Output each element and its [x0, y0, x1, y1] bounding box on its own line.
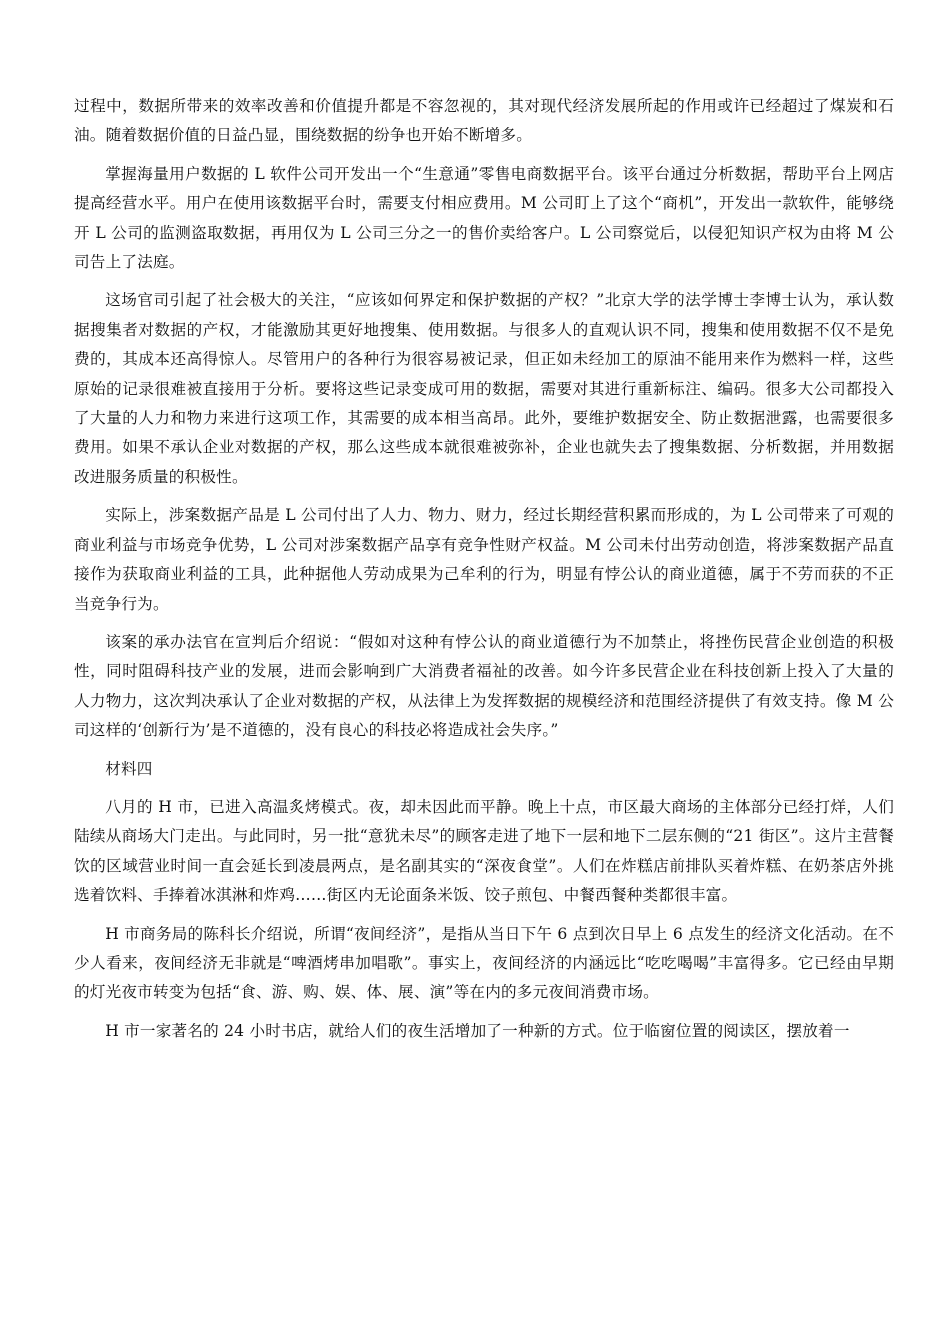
paragraph-6: 八月的 H 市，已进入高温炙烤模式。夜，却未因此而平静。晚上十点，市区最大商场的主体部分已经打烊，人们陆续从商场大门走出。与此同时，另一批“意犹未尽”的顾客走进了地下一层和地下二层东侧的“21 街区”。这片主营餐饮的区域营业时间一直会延长到凌晨两点，是名副其实的“深夜食堂”。人们在炸糕店前排队买着炸糕、在奶茶店外挑选着饮料、手捧着冰淇淋和炸鸡……街区内无论面条米饭、饺子煎包、中餐西餐种类都很丰富。: [74, 797, 894, 905]
paragraph-5: 该案的承办法官在宣判后介绍说：“假如对这种有悖公认的商业道德行为不加禁止，将挫伤民营企业创造的积极性，同时阻碍科技产业的发展，进而会影响到广大消费者福祉的改善。如今许多民营企业在科技创新上投入了大量的人力物力，这次判决承认了企业对数据的产权，从法律上为发挥数据的规模经济和范围经济提供了有效支持。像 M 公司这样的‘创新行为’是不道德的，没有良心的科技必将造成社会失序。”: [74, 632, 894, 740]
paragraph-4: 实际上，涉案数据产品是 L 公司付出了人力、物力、财力，经过长期经营积累而形成的，为 L 公司带来了可观的商业利益与市场竞争优势，L 公司对涉案数据产品享有竞争性财产权益。M 公司未付出劳动创造，将涉案数据产品直接作为获取商业利益的工具，此种据他人劳动成果为己牟利的行为，明显有悖公认的商业道德，属于不劳而获的不正当竞争行为。: [74, 506, 894, 613]
document-page: [74, 92, 894, 1055]
paragraph-3: 这场官司引起了社会极大的关注，“应该如何界定和保护数据的产权？”北京大学的法学博士李博士认为，承认数据搜集者对数据的产权，才能激励其更好地搜集、使用数据。与很多人的直观认识不同，搜集和使用数据不仅不是免费的，其成本还高得惊人。尽管用户的各种行为很容易被记录，但正如未经加工的原油不能用来作为燃料一样，这些原始的记录很难被直接用于分析。要将这些记录变成可用的数据，需要对其进行重新标注、编码。很多大公司都投入了大量的人力和物力来进行这项工作，其需要的成本相当高昂。此外，要维护数据安全、防止数据泄露，也需要很多费用。如果不承认企业对数据的产权，那么这些成本就很难被弥补，企业也就失去了搜集数据、分析数据，并用数据改进服务质量的积极性。: [74, 291, 894, 486]
section-heading: 材料四: [105, 759, 153, 778]
paragraph-2: 掌握海量用户数据的 L 软件公司开发出一个“生意通”零售电商数据平台。该平台通过分析数据，帮助平台上网店提高经营水平。用户在使用该数据平台时，需要支付相应费用。M 公司盯上了这个“商机”，开发出一款软件，能够绕开 L 公司的监测盗取数据，再用仅为 L 公司三分之一的售价卖给客户。L 公司察觉后，以侵犯知识产权为由将 M 公司告上了法庭。: [74, 164, 894, 272]
paragraph-7: H 市商务局的陈科长介绍说，所谓“夜间经济”，是指从当日下午 6 点到次日早上 6 点发生的经济文化活动。在不少人看来，夜间经济无非就是“啤酒烤串加唱歌”。事实上，夜间经济的内涵远比“吃吃喝喝”丰富得多。它已经由早期的灯光夜市转变为包括“食、游、购、娱、体、展、演”等在内的多元夜间消费市场。: [74, 924, 894, 1002]
paragraph-8: H 市一家著名的 24 小时书店，就给人们的夜生活增加了一种新的方式。位于临窗位置的阅读区，摆放着一: [105, 1021, 850, 1040]
paragraph-1: 过程中，数据所带来的效率改善和价值提升都是不容忽视的，其对现代经济发展所起的作用或许已经超过了煤炭和石油。随着数据价值的日益凸显，围绕数据的纷争也开始不断增多。: [74, 97, 894, 145]
